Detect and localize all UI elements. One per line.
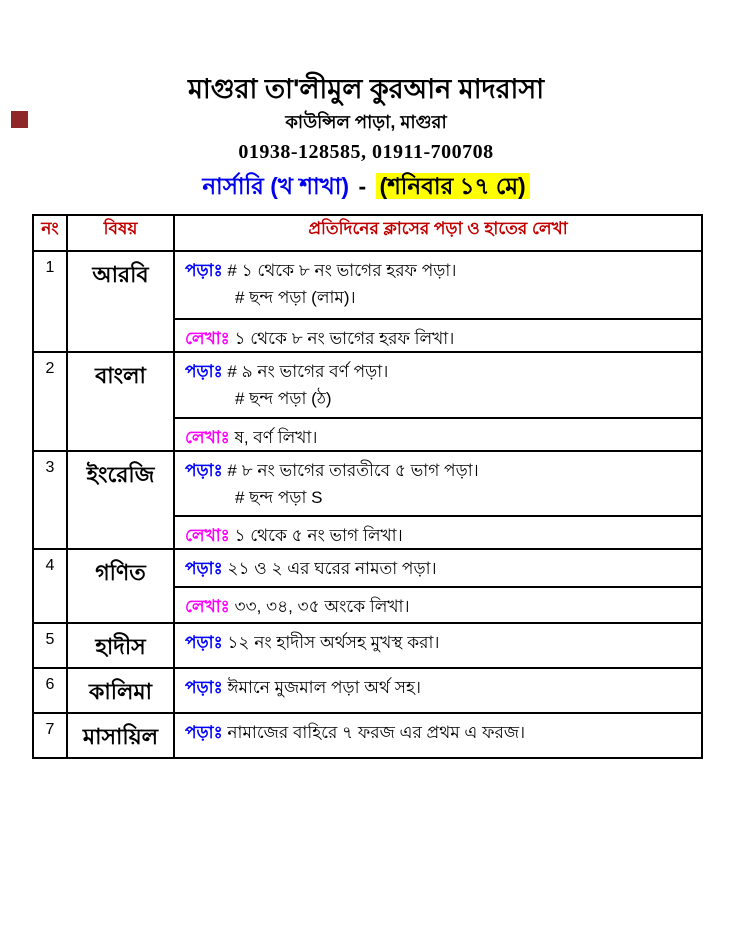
reading-text: # ৯ নং ভাগের বর্ণ পড়া। [227,362,389,381]
reading-section [175,550,701,586]
reading-label: পড়াঃ [185,261,223,280]
reading-line [185,257,691,284]
madrasa-address: কাউন্সিল পাড়া, মাগুরা [285,112,447,132]
reading-line [185,674,691,701]
subject-name: কালিমা [67,668,174,713]
lesson-content-cell [174,713,702,758]
table-row [33,451,702,549]
row-number: 7 [33,713,67,758]
phone-numbers: 01938-128585, 01911-700708 [238,141,494,163]
reading-label: পড়াঃ [185,461,223,480]
subject-name: গণিত [67,549,174,623]
subject-name: ইংরেজি [67,451,174,549]
table-row [33,251,702,352]
class-name: নার্সারি (খ শাখা) [202,173,350,199]
header [0,72,732,203]
reading-section [175,624,701,665]
writing-text: ১ থেকে ৮ নং ভাগের হরফ লিখা। [234,329,455,348]
reading-text: # ১ থেকে ৮ নং ভাগের হরফ পড়া। [227,261,457,280]
reading-line-2: # ছন্দ পড়া (ঠ) [235,389,332,408]
reading-line-2: # ছন্দ পড়া S [235,488,323,507]
subject-name: হাদীস [67,623,174,668]
reading-text: ২১ ও ২ এর ঘরের নামতা পড়া। [227,559,437,578]
reading-text: ১২ নং হাদীস অর্থসহ মুখস্থ করা। [227,633,440,652]
lesson-content-cell [174,668,702,713]
row-number: 3 [33,451,67,549]
row-number: 6 [33,668,67,713]
reading-section [175,252,701,318]
writing-section [175,318,701,351]
table-row [33,713,702,758]
reading-line [185,457,691,484]
lesson-sheet-page [0,72,732,937]
reading-text: নামাজের বাহিরে ৭ ফরজ এর প্রথম এ ফরজ। [227,723,526,742]
lesson-content-cell [174,352,702,451]
reading-section [175,353,701,417]
writing-label: লেখাঃ [185,597,230,616]
reading-section [175,669,701,710]
assignments-table-body [33,251,702,758]
reading-section [175,714,701,755]
table-row [33,668,702,713]
reading-label: পড়াঃ [185,362,223,381]
subject-name: মাসায়িল [67,713,174,758]
corner-mark [11,111,28,128]
subject-name: বাংলা [67,352,174,451]
reading-label: পড়াঃ [185,723,223,742]
reading-label: পড়াঃ [185,678,223,697]
writing-section [175,586,701,622]
reading-line [185,629,691,656]
col-header-no: নং [33,215,67,251]
madrasa-title: মাগুরা তা'লীমুল কুরআন মাদরাসা [187,74,545,104]
assignments-table [32,214,703,759]
writing-section [175,417,701,450]
reading-text: ঈমানে মুজমাল পড়া অর্থ সহ। [227,678,422,697]
class-date-line [0,169,732,203]
reading-label: পড়াঃ [185,559,223,578]
table-row [33,623,702,668]
reading-line [185,719,691,746]
reading-line [185,555,691,582]
row-number: 1 [33,251,67,352]
separator-dash: - [358,173,367,199]
col-header-subject: বিষয় [67,215,174,251]
writing-label: লেখাঃ [185,329,230,348]
row-number: 2 [33,352,67,451]
subject-name: আরবি [67,251,174,352]
col-header-lesson: প্রতিদিনের ক্লাসের পড়া ও হাতের লেখা [174,215,702,251]
writing-section [175,515,701,548]
table-row [33,352,702,451]
writing-label: লেখাঃ [185,428,230,447]
reading-line-2: # ছন্দ পড়া (লাম)। [235,288,356,307]
lesson-content-cell [174,251,702,352]
writing-text: ১ থেকে ৫ নং ভাগ লিখা। [234,526,403,545]
lesson-content-cell [174,623,702,668]
reading-line [185,358,691,385]
lesson-content-cell [174,549,702,623]
table-row [33,549,702,623]
writing-text: ৩৩, ৩৪, ৩৫ অংকে লিখা। [234,597,410,616]
row-number: 5 [33,623,67,668]
lesson-content-cell [174,451,702,549]
writing-label: লেখাঃ [185,526,230,545]
reading-label: পড়াঃ [185,633,223,652]
row-number: 4 [33,549,67,623]
reading-section [175,452,701,515]
reading-text: # ৮ নং ভাগের তারতীবে ৫ ভাগ পড়া। [227,461,479,480]
date-badge: (শনিবার ১৭ মে) [376,173,530,199]
writing-text: ষ, বর্ণ লিখা। [234,428,318,447]
table-header-row [33,215,702,251]
